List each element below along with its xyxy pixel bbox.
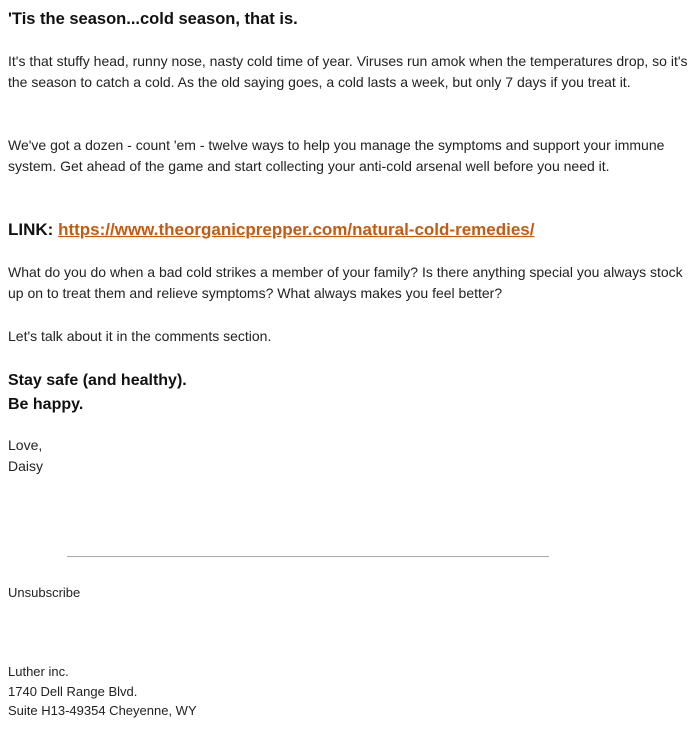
article-link[interactable]: https://www.theorganicprepper.com/natural-cold-remedies/: [58, 220, 535, 239]
footer-divider: [67, 556, 549, 557]
email-heading: 'Tis the season...cold season, that is.: [8, 10, 298, 28]
intro-paragraph: It's that stuffy head, runny nose, nasty cold time of year. Viruses run amok when the temperatures drop, so it's the season to catch a cold. As the old saying goes, a cold lasts a week, but only 7 days if you treat it.: [8, 53, 688, 90]
signoff: [8, 369, 187, 417]
comments-paragraph: Let's talk about it in the comments section.: [8, 328, 272, 344]
link-line: [8, 220, 534, 240]
closing-name: Daisy: [8, 458, 44, 474]
street-address: 1740 Dell Range Blvd.: [8, 683, 138, 699]
company-name: Luther inc.: [8, 664, 69, 679]
unsubscribe-link[interactable]: Unsubscribe: [8, 585, 81, 600]
signoff-line-2: Be happy.: [8, 396, 84, 413]
suite-city: Suite H13-49354 Cheyenne, WY: [8, 703, 197, 718]
signoff-line-1: Stay safe (and healthy).: [8, 372, 187, 389]
footer-address: [8, 662, 197, 721]
link-label: LINK:: [8, 220, 54, 239]
closing: [8, 435, 43, 477]
question-paragraph: What do you do when a bad cold strikes a member of your family? Is there anything special you always stock up on to treat them and relieve symptoms? What always makes you feel better?: [8, 264, 683, 301]
remedies-paragraph: We've got a dozen - count 'em - twelve ways to help you manage the symptoms and support your immune system. Get ahead of the game and start collecting your anti-cold arsenal well before you need it.: [8, 137, 665, 174]
closing-love: Love,: [8, 437, 43, 453]
